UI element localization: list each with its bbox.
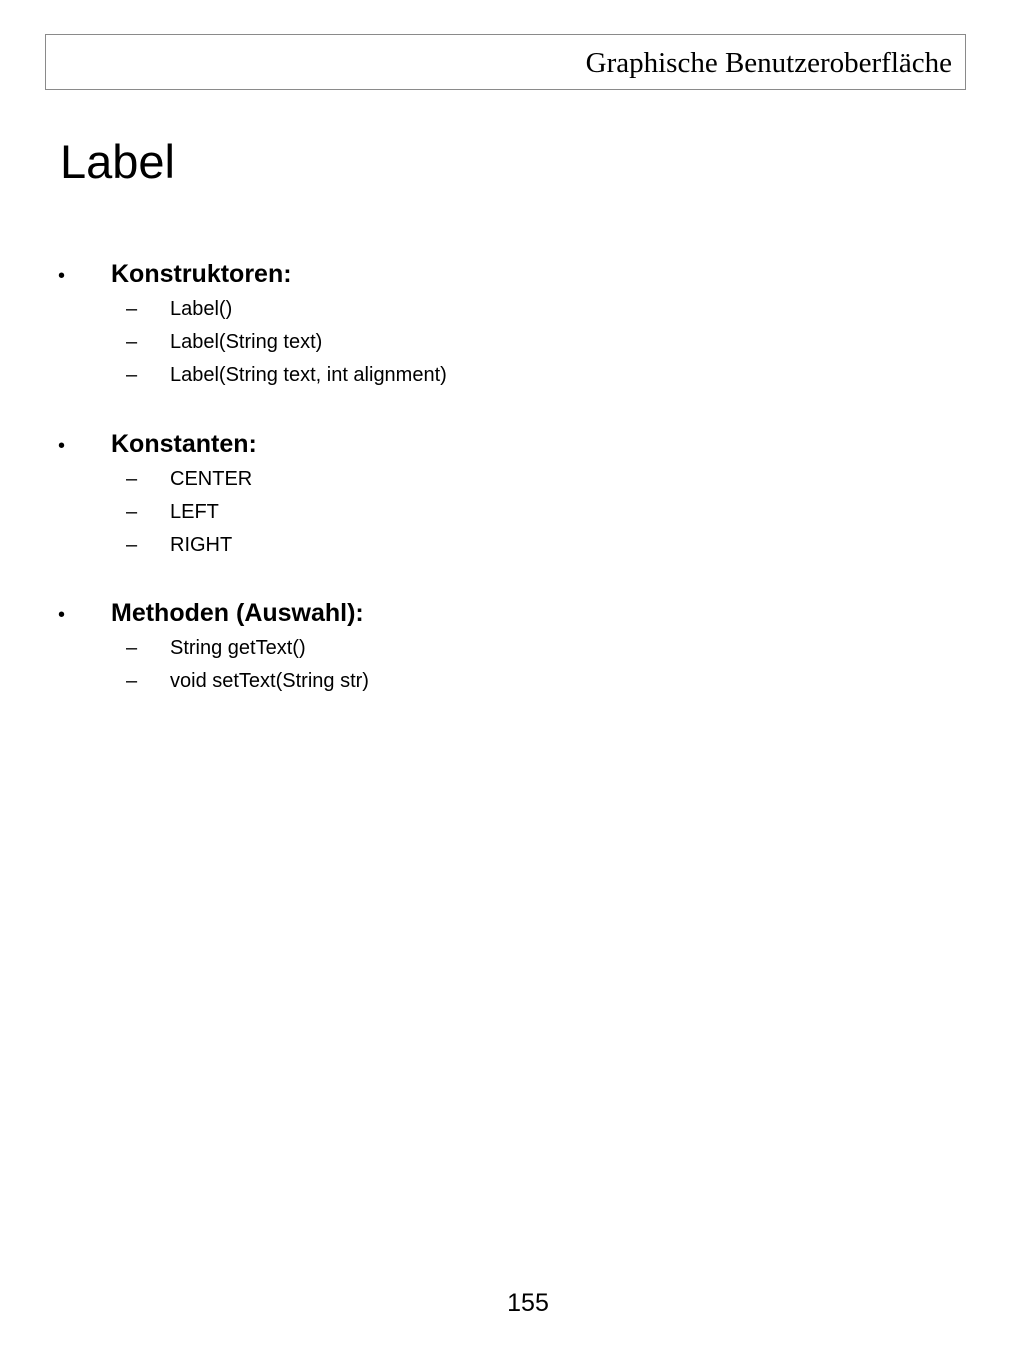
bullet-row [0,428,1024,464]
slide-title: Label [60,135,175,188]
dash-marker: – [126,501,138,523]
list-item [0,497,1024,530]
list-item [0,666,1024,699]
dash-marker: – [126,534,138,556]
section-methoden [0,597,1024,699]
header-title: Graphische Benutzeroberfläche [585,47,952,79]
bullet-row [0,258,1024,294]
list-item-text: LEFT [170,501,219,523]
dash-marker: – [126,468,138,490]
bullet-marker: • [58,265,66,287]
list-item [0,530,1024,563]
list-item-text: void setText(String str) [170,670,369,692]
dash-marker: – [126,670,138,692]
bullet-marker: • [58,435,66,457]
dash-marker: – [126,298,138,320]
list-item-text: Label() [170,298,233,320]
list-item-text: String getText() [170,637,306,659]
section-heading: Methoden (Auswahl): [111,599,364,627]
list-item-text: Label(String text) [170,331,323,353]
dash-marker: – [126,331,138,353]
list-item [0,633,1024,666]
list-item-text: Label(String text, int alignment) [170,364,447,386]
list-item [0,360,1024,393]
header-box [45,34,966,90]
dash-marker: – [126,364,138,386]
bullet-marker: • [58,604,66,626]
section-konstanten [0,428,1024,563]
list-item-text: CENTER [170,468,253,490]
bullet-row [0,597,1024,633]
list-item [0,327,1024,360]
list-item-text: RIGHT [170,534,233,556]
dash-marker: – [126,637,138,659]
list-item [0,464,1024,497]
list-item [0,294,1024,327]
section-heading: Konstanten: [111,430,257,458]
section-konstruktoren [0,258,1024,393]
page-number: 155 [507,1289,549,1317]
section-heading: Konstruktoren: [111,260,292,288]
